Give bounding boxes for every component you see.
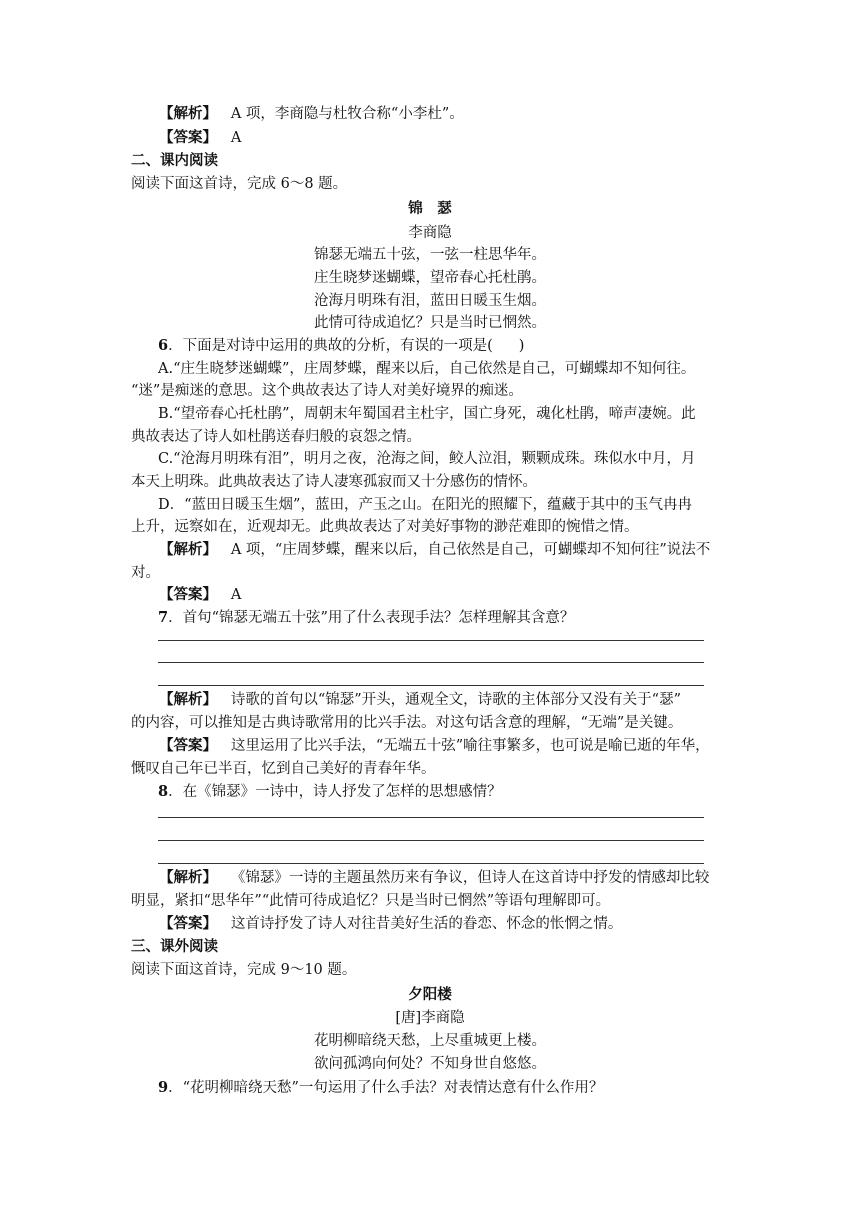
answer-label: 【答案】 bbox=[159, 915, 217, 932]
q8-analysis-cont: 明显，紧扣“思华年”“此情可待成追忆？只是当时已惘然”等语句理解即可。 bbox=[131, 893, 611, 909]
q6-analysis: 【解析】 A 项，“庄周梦蝶，醒来以后，自己依然是自己，可蝴蝶却不知何往”说法不 bbox=[159, 541, 711, 558]
question-6-stem: 6．下面是对诗中运用的典故的分析，有误的一项是( ) bbox=[158, 337, 525, 354]
poem-line: 沧海月明珠有泪，蓝田日暖玉生烟。 bbox=[314, 293, 546, 309]
answer-label: 【答案】 bbox=[159, 586, 217, 603]
analysis-label: 【解析】 bbox=[159, 105, 217, 122]
answer-line[interactable] bbox=[158, 840, 704, 841]
question-8-stem: 8．在《锦瑟》一诗中，诗人抒发了怎样的思想感情？ bbox=[158, 783, 502, 800]
poem-line: 此情可待成追忆？只是当时已惘然。 bbox=[314, 315, 546, 331]
answer-line[interactable] bbox=[158, 685, 704, 686]
option-line: 上升，远察如在，近观却无。此典故表达了对美好事物的渺茫难即的惋惜之情。 bbox=[131, 519, 639, 535]
option-line: A.“庄生晓梦迷蝴蝶”，庄周梦蝶，醒来以后，自己依然是自己，可蝴蝶却不知何往。 bbox=[158, 361, 696, 377]
answer-label: 【答案】 bbox=[159, 737, 217, 754]
answer-label: 【答案】 bbox=[159, 129, 217, 146]
poem-line: 庄生晓梦迷蝴蝶，望帝春心托杜鹃。 bbox=[314, 270, 546, 286]
q6-answer: 【答案】 A bbox=[159, 586, 242, 603]
analysis-label: 【解析】 bbox=[159, 691, 217, 708]
option-line: “迷”是痴迷的意思。这个典故表达了诗人对美好境界的痴迷。 bbox=[131, 383, 523, 399]
answer-line[interactable] bbox=[158, 640, 704, 641]
option-line: C.“沧海月明珠有泪”，明月之夜，沧海之间，鲛人泣泪，颗颗成珠。珠似水中月，月 bbox=[158, 451, 696, 467]
poem-author: [唐]李商隐 bbox=[395, 1010, 465, 1026]
question-number: 9 bbox=[158, 1079, 169, 1096]
question-number: 6 bbox=[158, 337, 169, 354]
q6-analysis-cont: 对。 bbox=[131, 565, 160, 581]
poem-line: 锦瑟无端五十弦，一弦一柱思华年。 bbox=[314, 247, 546, 263]
section-heading: 二、课内阅读 bbox=[131, 153, 218, 169]
q7-analysis: 【解析】 诗歌的首句以“锦瑟”开头，通观全文，诗歌的主体部分又没有关于“瑟” bbox=[159, 691, 681, 708]
q5-answer: 【答案】 A bbox=[159, 129, 242, 146]
section-heading: 三、课外阅读 bbox=[131, 939, 218, 955]
analysis-label: 【解析】 bbox=[159, 869, 217, 886]
q7-answer: 【答案】 这里运用了比兴手法，“无端五十弦”喻往事繁多，也可说是喻已逝的年华， bbox=[159, 737, 710, 754]
q7-answer-cont: 慨叹自己年已半百，忆到自己美好的青春年华。 bbox=[131, 761, 436, 777]
poem-line: 欲问孤鸿向何处？不知身世自悠悠。 bbox=[314, 1056, 546, 1072]
q8-answer: 【答案】 这首诗抒发了诗人对往昔美好生活的眷恋、怀念的怅惘之情。 bbox=[159, 915, 623, 932]
option-line: D．“蓝田日暖玉生烟”，蓝田，产玉之山。在阳光的照耀下，蕴藏于其中的玉气冉冉 bbox=[158, 497, 692, 513]
poem-author: 李商隐 bbox=[408, 225, 452, 241]
option-line: B.“望帝春心托杜鹃”，周朝末年蜀国君主杜宇，国亡身死，魂化杜鹃，啼声凄婉。此 bbox=[158, 406, 696, 422]
answer-line[interactable] bbox=[158, 863, 704, 864]
poem-title: 锦 瑟 bbox=[408, 201, 452, 217]
q5-analysis: 【解析】 A 项，李商隐与杜牧合称“小李杜”。 bbox=[159, 105, 464, 122]
q8-analysis: 【解析】 《锦瑟》一诗的主题虽然历来有争议，但诗人在这首诗中抒发的情感却比较 bbox=[159, 869, 710, 886]
section-intro: 阅读下面这首诗，完成 6～8 题。 bbox=[131, 176, 348, 192]
question-9-stem: 9．“花明柳暗绕天愁”一句运用了什么手法？对表情达意有什么作用？ bbox=[158, 1079, 604, 1096]
q7-analysis-cont: 的内容，可以推知是古典诗歌常用的比兴手法。对这句话含意的理解，“无端”是关键。 bbox=[131, 715, 683, 731]
poem-line: 花明柳暗绕天愁，上尽重城更上楼。 bbox=[314, 1033, 546, 1049]
answer-line[interactable] bbox=[158, 817, 704, 818]
option-line: 本天上明珠。此典故表达了诗人凄寒孤寂而又十分感伤的情怀。 bbox=[131, 474, 537, 490]
question-7-stem: 7．首句“锦瑟无端五十弦”用了什么表现手法？怎样理解其含意？ bbox=[158, 609, 575, 626]
answer-line[interactable] bbox=[158, 662, 704, 663]
question-number: 7 bbox=[158, 609, 169, 626]
question-number: 8 bbox=[158, 783, 169, 800]
poem-title: 夕阳楼 bbox=[408, 987, 452, 1003]
analysis-label: 【解析】 bbox=[159, 541, 217, 558]
section-intro: 阅读下面这首诗，完成 9～10 题。 bbox=[131, 962, 357, 978]
option-line: 典故表达了诗人如杜鹃送春归般的哀怨之情。 bbox=[131, 429, 421, 445]
